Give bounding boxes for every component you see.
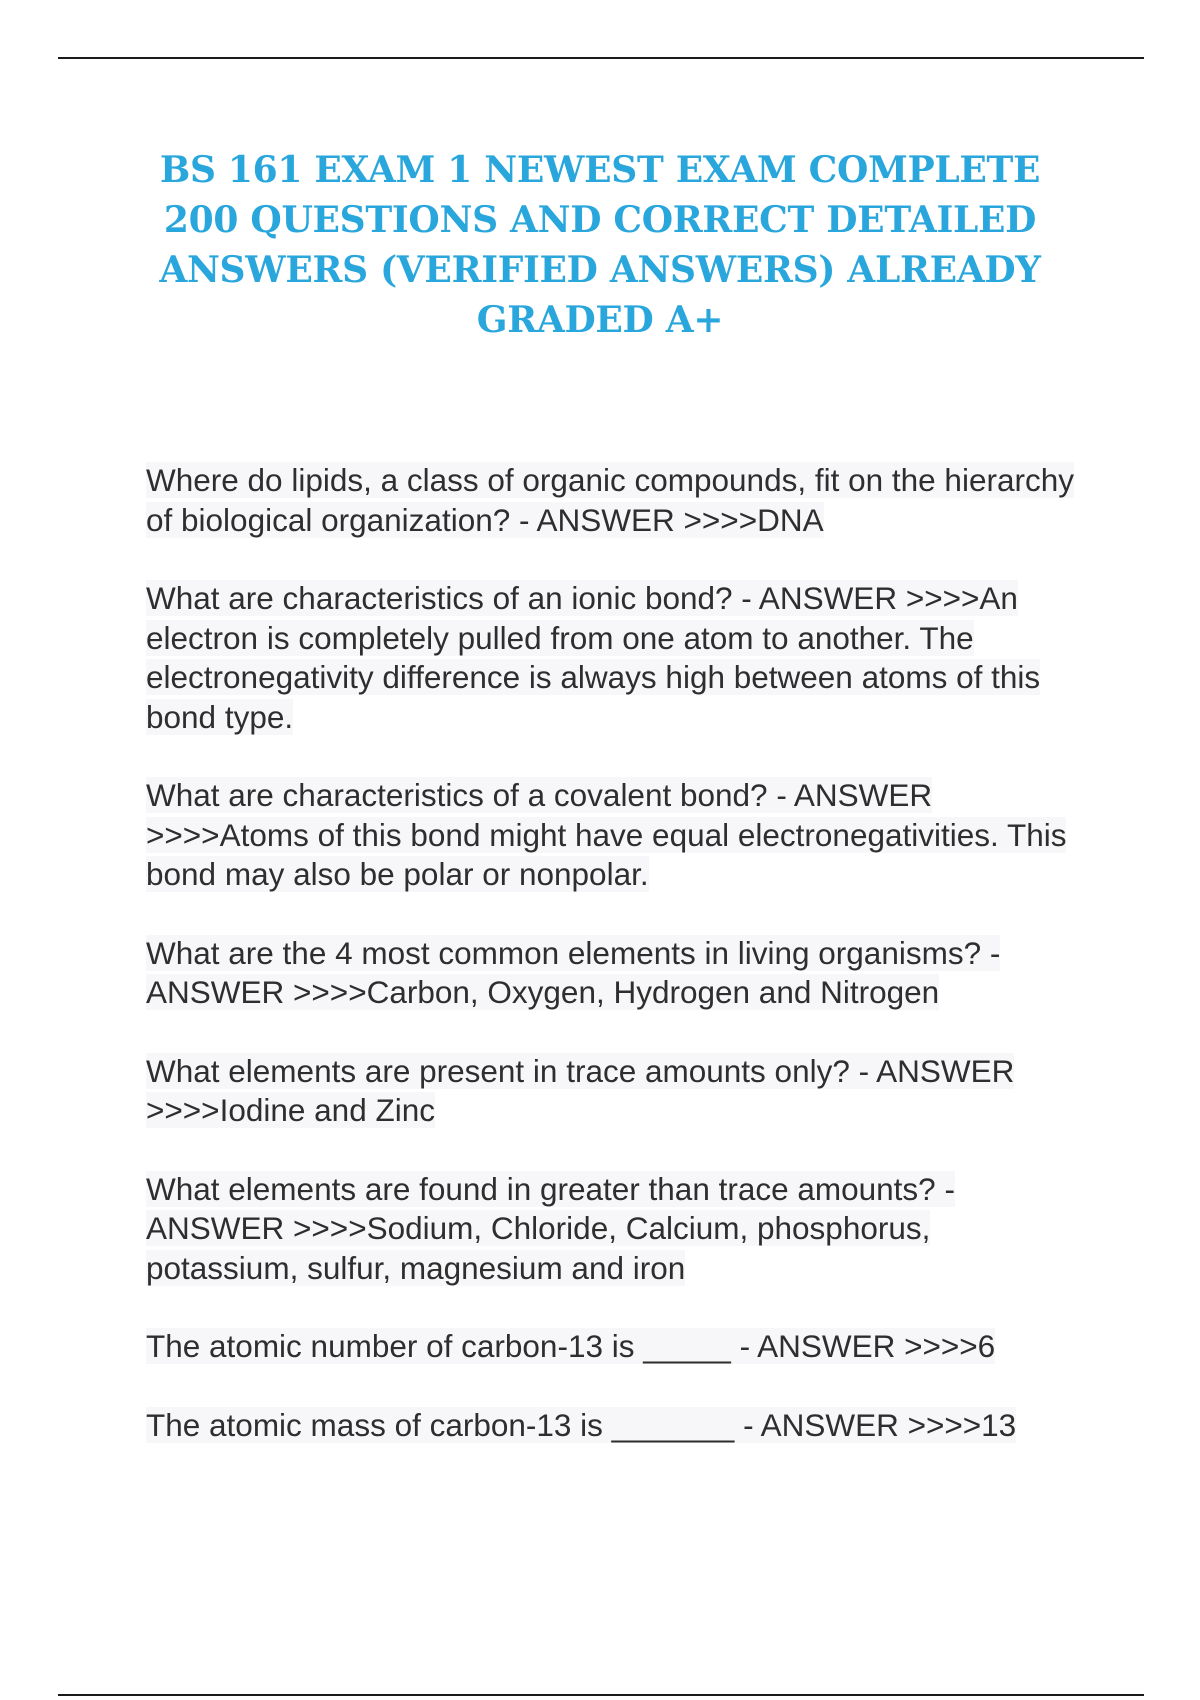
qa-item xyxy=(146,1327,1086,1367)
qa-item xyxy=(146,461,1086,540)
qa-item xyxy=(146,1052,1086,1131)
qa-text: What are characteristics of an ionic bond? - ANSWER >>>>An electron is completely pulled from one atom to another. The electronegativity difference is always high between atoms of this bond type. xyxy=(146,580,1041,735)
qa-text: The atomic number of carbon-13 is _____ - ANSWER >>>>6 xyxy=(146,1328,996,1364)
qa-item xyxy=(146,1170,1086,1289)
qa-text: The atomic mass of carbon-13 is _______ - ANSWER >>>>13 xyxy=(146,1406,1017,1443)
qa-item xyxy=(146,934,1086,1013)
qa-text: Where do lipids, a class of organic compounds, fit on the hierarchy of biological organization? - ANSWER >>>>DNA xyxy=(146,462,1074,538)
qa-item xyxy=(146,579,1086,737)
top-rule xyxy=(58,57,1144,59)
qa-text: What elements are present in trace amounts only? - ANSWER >>>>Iodine and Zinc xyxy=(146,1052,1015,1128)
qa-text: What are the 4 most common elements in living organisms? - ANSWER >>>>Carbon, Oxygen, Hydrogen and Nitrogen xyxy=(146,934,1001,1010)
bottom-rule xyxy=(58,1694,1144,1696)
qa-text: What elements are found in greater than trace amounts? - ANSWER >>>>Sodium, Chloride, Calcium, phosphorus, potassium, sulfur, magnesium and iron xyxy=(146,1170,955,1286)
qa-item xyxy=(146,776,1086,895)
qa-text: What are characteristics of a covalent bond? - ANSWER >>>>Atoms of this bond might have equal electronegativities. This bond may also be polar or nonpolar. xyxy=(146,777,1067,892)
qa-list xyxy=(146,461,1086,1484)
qa-item xyxy=(146,1406,1086,1446)
document-title: BS 161 EXAM 1 NEWEST EXAM COMPLETE 200 QUESTIONS AND CORRECT DETAILED ANSWERS (VERIFIED ANSWERS) ALREADY GRADED A+ xyxy=(159,149,1041,341)
